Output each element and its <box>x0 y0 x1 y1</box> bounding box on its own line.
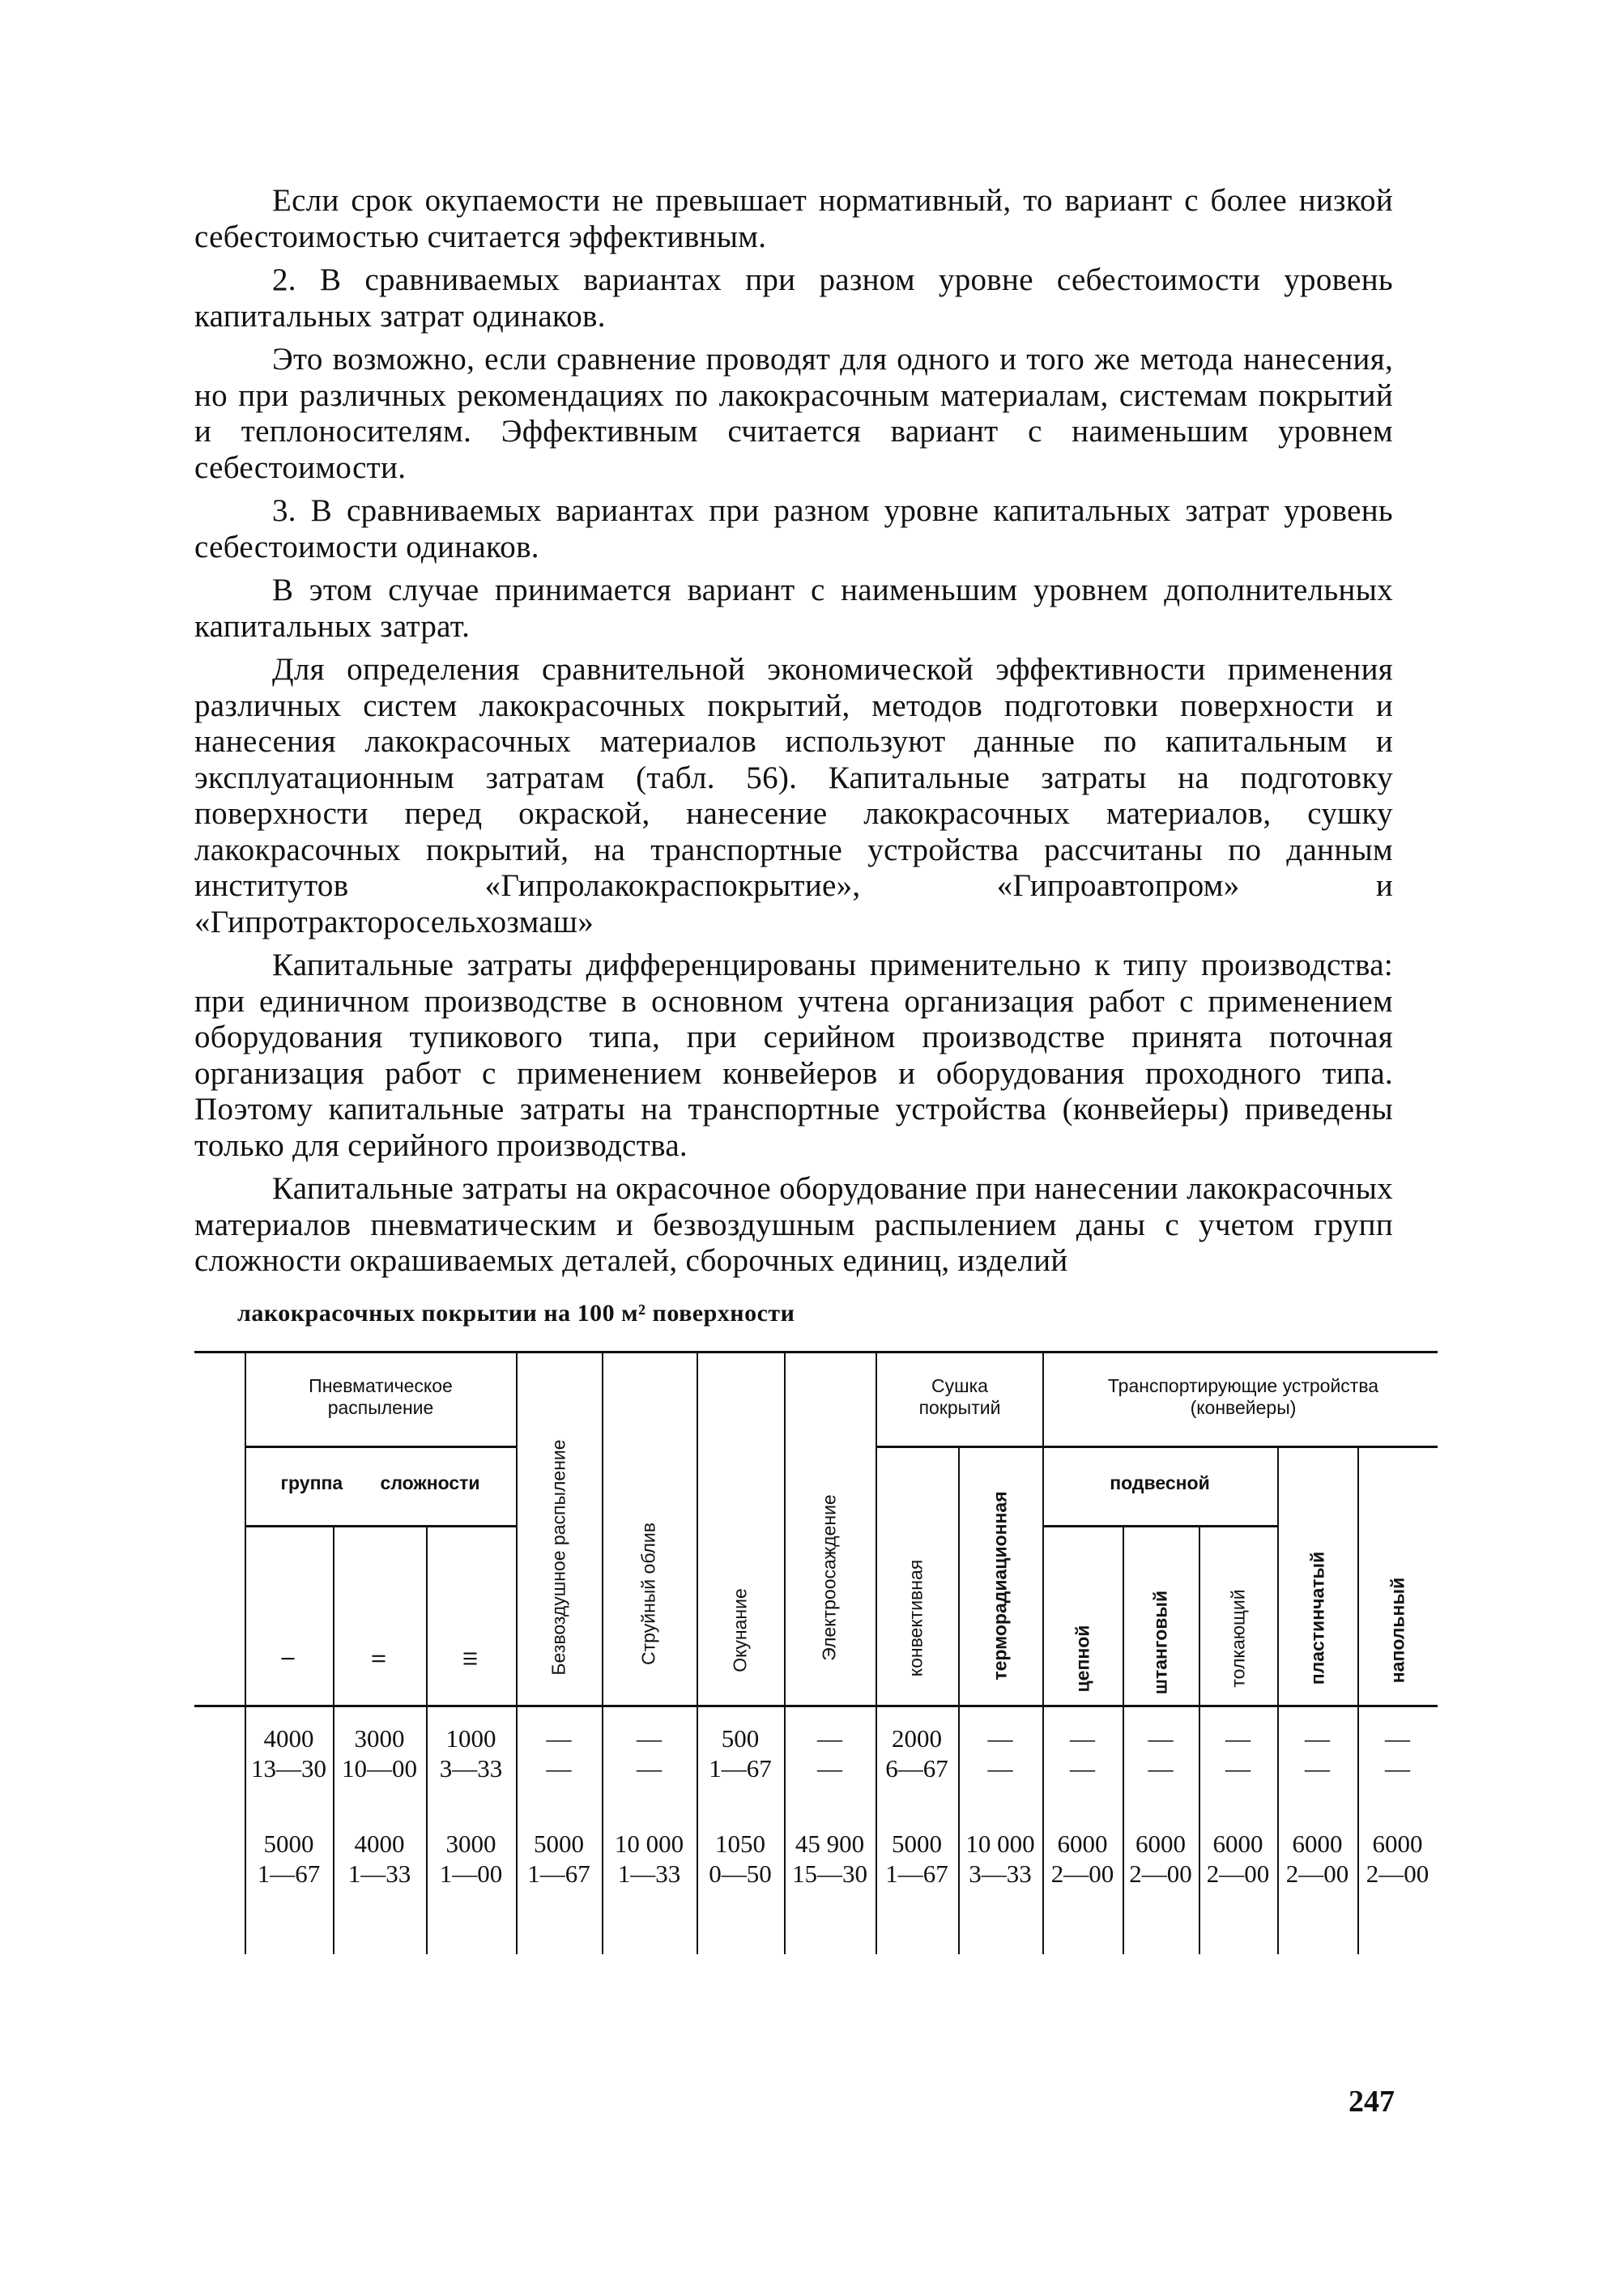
capital-cost-value: — <box>1225 1724 1250 1753</box>
capital-cost-value: 5000 <box>263 1830 314 1858</box>
subheader-rule <box>245 1446 516 1448</box>
operating-cost-value: 1—33 <box>347 1859 411 1888</box>
table-cell <box>1124 1723 1197 1783</box>
capital-cost-value: 1050 <box>715 1830 765 1858</box>
table-cell <box>428 1829 514 1889</box>
table-cell <box>877 1723 957 1783</box>
capital-cost-value: 3000 <box>445 1830 496 1858</box>
capital-cost-value: 3000 <box>354 1724 405 1753</box>
table-cell <box>246 1829 331 1889</box>
capital-cost-value: 6000 <box>1372 1830 1423 1858</box>
operating-cost-value: 2—00 <box>1285 1859 1349 1888</box>
table-cell <box>603 1829 695 1889</box>
operating-cost-value: 1—33 <box>617 1859 681 1888</box>
cost-table <box>194 1351 1438 1954</box>
column-header: толкающий <box>1227 1589 1249 1688</box>
column-header: Электроосаждение <box>818 1494 840 1661</box>
table-cell <box>603 1723 695 1783</box>
header-transport: Транспортирующие устройства (конвейеры) <box>1107 1375 1379 1418</box>
page-number: 247 <box>1348 2085 1395 2119</box>
table-cell <box>1200 1829 1276 1889</box>
operating-cost-value: 2—00 <box>1366 1859 1429 1888</box>
capital-cost-value: 45 900 <box>795 1830 865 1858</box>
subheader-rule <box>245 1525 516 1527</box>
paragraph: 3. В сравниваемых вариантах при разном уровне капитальных затрат уровень себестоимости одинаков. <box>194 493 1393 564</box>
operating-cost-value: 6—67 <box>885 1754 948 1783</box>
capital-cost-value: 10 000 <box>614 1830 684 1858</box>
operating-cost-value: — <box>637 1754 662 1783</box>
column-header: конвективная <box>905 1559 927 1677</box>
column-header: цепной <box>1072 1625 1093 1693</box>
paragraph: Если срок окупаемости не превышает нормативный, то вариант с более низкой себестоимостью считается эффективным. <box>194 183 1393 254</box>
table-cell <box>698 1723 782 1783</box>
operating-cost-value: 2—00 <box>1206 1859 1270 1888</box>
operating-cost-value: 2—00 <box>1050 1859 1114 1888</box>
operating-cost-value: 13—30 <box>251 1754 326 1783</box>
table-cell <box>1359 1723 1436 1783</box>
operating-cost-value: 1—67 <box>885 1859 948 1888</box>
paragraph: Для определения сравнительной экономической эффективности применения различных систем лакокрасочных покрытий, методов подготовки поверхности и нанесения лакокрасочных материалов используют данные по капитальным и эксплуатационным затратам (табл. 56). Капитальные затраты на подготовку поверхности перед окраской, нанесение лакокрасочных материалов, сушку лакокрасочных покрытий, на транспортные устройства рассчитаны по данным институтов «Гипролакокраспокрытие», «Гипроавтопром» и «Гипротракторосельхозмаш» <box>194 652 1393 939</box>
body-text <box>194 183 1393 1287</box>
header-bottom-rule <box>194 1705 1438 1707</box>
header-pneumatic: Пневматическое распыление <box>309 1375 453 1418</box>
operating-cost-value: 10—00 <box>342 1754 417 1783</box>
capital-cost-value: 6000 <box>1292 1830 1343 1858</box>
operating-cost-value: 3—33 <box>969 1859 1032 1888</box>
paragraph: Это возможно, если сравнение проводят для одного и того же метода нанесения, но при различных рекомендациях по лакокрасочным материалам, системам покрытий и теплоносителям. Эффективным считается вариант с наименьшим уровнем себестоимости. <box>194 342 1393 485</box>
capital-cost-value: 2000 <box>892 1724 942 1753</box>
paragraph: В этом случае принимается вариант с наименьшим уровнем дополнительных капитальных затрат. <box>194 573 1393 644</box>
operating-cost-value: — <box>817 1754 842 1783</box>
column-header: пластинчатый <box>1306 1551 1328 1685</box>
header-overhead: подвесной <box>1110 1472 1210 1493</box>
column-header: Струйный облив <box>637 1523 659 1665</box>
capital-cost-value: 500 <box>721 1724 760 1753</box>
capital-cost-value: 6000 <box>1057 1830 1108 1858</box>
capital-cost-value: 1000 <box>445 1724 496 1753</box>
capital-cost-value: — <box>1385 1724 1410 1753</box>
operating-cost-value: — <box>1070 1754 1095 1783</box>
operating-cost-value: 15—30 <box>792 1859 867 1888</box>
table-cell <box>1359 1829 1436 1889</box>
operating-cost-value: 1—00 <box>439 1859 503 1888</box>
capital-cost-value: — <box>1148 1724 1174 1753</box>
table-cell <box>786 1723 874 1783</box>
table-cell <box>334 1829 424 1889</box>
table-cell <box>698 1829 782 1889</box>
table-cell <box>960 1723 1041 1783</box>
table-cell <box>1200 1723 1276 1783</box>
capital-cost-value: — <box>1070 1724 1095 1753</box>
column-header: III <box>459 1651 481 1667</box>
table-caption: лакокрасочных покрытии на 100 м² поверхности <box>237 1300 795 1327</box>
table-cell <box>518 1723 600 1783</box>
table-cell <box>960 1829 1041 1889</box>
operating-cost-value: 0—50 <box>709 1859 772 1888</box>
operating-cost-value: 1—67 <box>527 1859 590 1888</box>
operating-cost-value: 1—67 <box>257 1859 321 1888</box>
capital-cost-value: — <box>546 1724 572 1753</box>
operating-cost-value: 3—33 <box>439 1754 503 1783</box>
header-complexity-group: группа сложности <box>280 1472 480 1493</box>
table-cell <box>1044 1829 1121 1889</box>
capital-cost-value: — <box>637 1724 662 1753</box>
header-drying: Сушка покрытий <box>918 1375 1001 1418</box>
operating-cost-value: — <box>1305 1754 1330 1783</box>
table-cell <box>1124 1829 1197 1889</box>
capital-cost-value: 5000 <box>892 1830 942 1858</box>
column-header: I <box>277 1655 299 1662</box>
operating-cost-value: 1—67 <box>709 1754 772 1783</box>
operating-cost-value: — <box>987 1754 1013 1783</box>
table-cell <box>428 1723 514 1783</box>
paragraph: Капитальные затраты дифференцированы применительно к типу производства: при единичном производстве в основном учтена организация работ с применением оборудования тупикового типа, при серийном производстве принята поточная организация работ с применением конвейеров и оборудования проходного типа. Поэтому капитальные затраты на транспортные устройства (конвейеры) приведены только для серийного производства. <box>194 948 1393 1163</box>
capital-cost-value: — <box>817 1724 842 1753</box>
column-header: терморадиационная <box>989 1491 1011 1680</box>
table-cell <box>1279 1723 1356 1783</box>
capital-cost-value: 6000 <box>1212 1830 1263 1858</box>
column-header: напольный <box>1387 1577 1408 1684</box>
subheader-rule <box>1042 1525 1277 1527</box>
operating-cost-value: — <box>546 1754 572 1783</box>
paragraph: Капитальные затраты на окрасочное оборудование при нанесении лакокрасочных материалов пневматическим и безвоздушным распылением даны с учетом групп сложности окрашиваемых деталей, сборочных единиц, изделий <box>194 1171 1393 1278</box>
operating-cost-value: — <box>1225 1754 1250 1783</box>
capital-cost-value: 4000 <box>263 1724 314 1753</box>
subheader-rule <box>1042 1446 1438 1448</box>
capital-cost-value: 10 000 <box>965 1830 1035 1858</box>
table-cell <box>518 1829 600 1889</box>
column-header: штанговый <box>1149 1590 1171 1695</box>
table-cell <box>1044 1723 1121 1783</box>
capital-cost-value: — <box>987 1724 1013 1753</box>
operating-cost-value: — <box>1148 1754 1174 1783</box>
operating-cost-value: 2—00 <box>1129 1859 1192 1888</box>
table-cell <box>1279 1829 1356 1889</box>
table-cell <box>877 1829 957 1889</box>
column-header: II <box>368 1653 390 1664</box>
capital-cost-value: — <box>1305 1724 1330 1753</box>
capital-cost-value: 5000 <box>534 1830 584 1858</box>
table-cell <box>786 1829 874 1889</box>
table-cell <box>334 1723 424 1783</box>
column-header: Безвоздушное распыление <box>547 1439 569 1676</box>
table-top-rule <box>194 1351 1438 1353</box>
paragraph: 2. В сравниваемых вариантах при разном уровне себестоимости уровень капитальных затрат одинаков. <box>194 262 1393 334</box>
column-header: Окунание <box>729 1588 751 1672</box>
capital-cost-value: 6000 <box>1135 1830 1186 1858</box>
table-cell <box>246 1723 331 1783</box>
capital-cost-value: 4000 <box>354 1830 405 1858</box>
operating-cost-value: — <box>1385 1754 1410 1783</box>
